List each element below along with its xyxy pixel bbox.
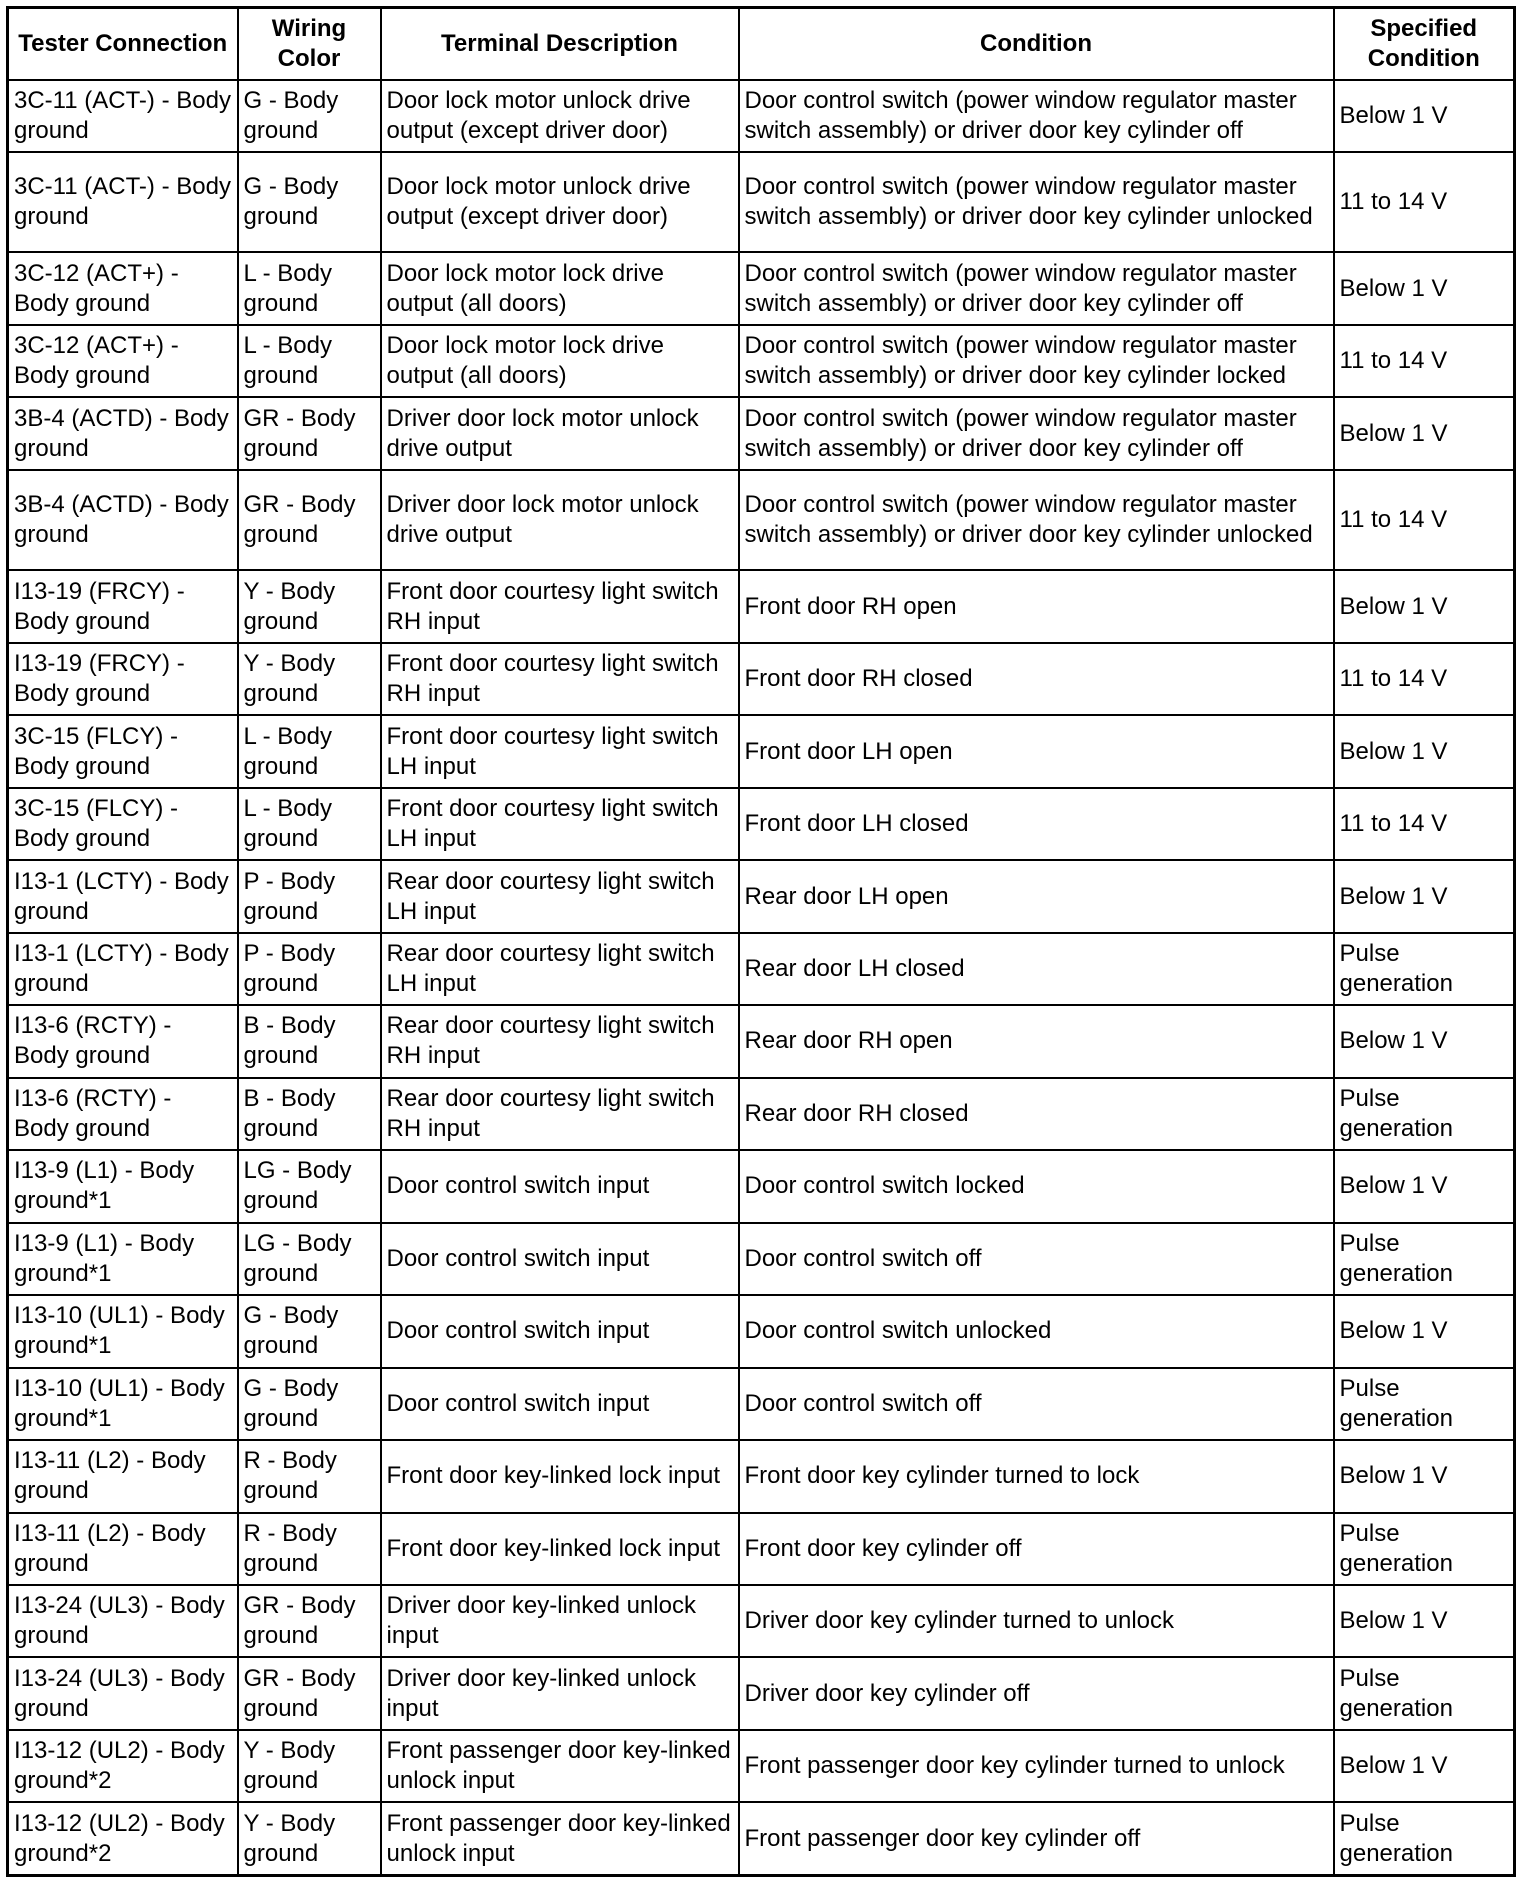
terminal-description-cell: Driver door lock motor unlock drive output [381, 397, 739, 469]
terminal-description-cell: Front door courtesy light switch RH input [381, 643, 739, 715]
header-terminal-description: Terminal Description [381, 8, 739, 80]
table-row [8, 570, 1515, 642]
condition-cell: Door control switch (power window regulator master switch assembly) or driver door key cylinder unlocked [739, 152, 1334, 253]
terminal-description-cell: Door control switch input [381, 1150, 739, 1222]
specified-condition-cell: Below 1 V [1334, 570, 1515, 642]
table-row [8, 1005, 1515, 1077]
condition-cell: Rear door RH closed [739, 1078, 1334, 1150]
table-row [8, 152, 1515, 253]
specified-condition-cell: Below 1 V [1334, 1730, 1515, 1802]
terminal-description-cell: Driver door key-linked unlock input [381, 1657, 739, 1729]
terminal-description-cell: Door control switch input [381, 1223, 739, 1295]
wiring-color-cell: LG - Body ground [238, 1223, 381, 1295]
terminal-description-cell: Front door key-linked lock input [381, 1513, 739, 1585]
table-row [8, 1730, 1515, 1802]
table-row [8, 1368, 1515, 1440]
terminal-description-cell: Door control switch input [381, 1368, 739, 1440]
terminal-description-cell: Door lock motor lock drive output (all doors) [381, 252, 739, 324]
table-row [8, 1513, 1515, 1585]
wiring-color-cell: GR - Body ground [238, 470, 381, 571]
specified-condition-cell: Below 1 V [1334, 1295, 1515, 1367]
specified-condition-cell: Below 1 V [1334, 397, 1515, 469]
terminal-description-cell: Rear door courtesy light switch RH input [381, 1078, 739, 1150]
header-tester-connection: Tester Connection [8, 8, 238, 80]
condition-cell: Front door LH closed [739, 788, 1334, 860]
specified-condition-cell: Pulse generation [1334, 1078, 1515, 1150]
table-row [8, 1150, 1515, 1222]
condition-cell: Driver door key cylinder off [739, 1657, 1334, 1729]
condition-cell: Door control switch (power window regulator master switch assembly) or driver door key cylinder locked [739, 325, 1334, 397]
wiring-color-cell: L - Body ground [238, 788, 381, 860]
tester-connection-cell: I13-1 (LCTY) - Body ground [8, 933, 238, 1005]
condition-cell: Rear door LH open [739, 860, 1334, 932]
wiring-color-cell: L - Body ground [238, 252, 381, 324]
table-row [8, 1585, 1515, 1657]
specified-condition-cell: Pulse generation [1334, 1657, 1515, 1729]
table-row [8, 1295, 1515, 1367]
table-row [8, 1078, 1515, 1150]
specified-condition-cell: Below 1 V [1334, 252, 1515, 324]
condition-cell: Front door LH open [739, 715, 1334, 787]
wiring-color-cell: B - Body ground [238, 1005, 381, 1077]
terminal-description-cell: Front door courtesy light switch LH input [381, 788, 739, 860]
condition-cell: Rear door LH closed [739, 933, 1334, 1005]
tester-connection-cell: I13-1 (LCTY) - Body ground [8, 860, 238, 932]
tester-connection-cell: I13-9 (L1) - Body ground*1 [8, 1223, 238, 1295]
wiring-color-cell: GR - Body ground [238, 1585, 381, 1657]
tester-connection-cell: I13-9 (L1) - Body ground*1 [8, 1150, 238, 1222]
specified-condition-cell: Pulse generation [1334, 1368, 1515, 1440]
specified-condition-cell: 11 to 14 V [1334, 152, 1515, 253]
specified-condition-cell: Below 1 V [1334, 860, 1515, 932]
table-row [8, 325, 1515, 397]
terminal-inspection-table [6, 6, 1516, 1877]
tester-connection-cell: I13-12 (UL2) - Body ground*2 [8, 1802, 238, 1875]
condition-cell: Front door key cylinder turned to lock [739, 1440, 1334, 1512]
condition-cell: Driver door key cylinder turned to unlock [739, 1585, 1334, 1657]
specified-condition-cell: 11 to 14 V [1334, 325, 1515, 397]
terminal-description-cell: Door lock motor unlock drive output (except driver door) [381, 80, 739, 152]
header-specified-condition: Specified Condition [1334, 8, 1515, 80]
tester-connection-cell: I13-19 (FRCY) - Body ground [8, 570, 238, 642]
tester-connection-cell: I13-11 (L2) - Body ground [8, 1440, 238, 1512]
wiring-color-cell: Y - Body ground [238, 1730, 381, 1802]
wiring-color-cell: G - Body ground [238, 1295, 381, 1367]
wiring-color-cell: G - Body ground [238, 80, 381, 152]
wiring-color-cell: LG - Body ground [238, 1150, 381, 1222]
table-row [8, 80, 1515, 152]
table-row [8, 1657, 1515, 1729]
condition-cell: Front passenger door key cylinder off [739, 1802, 1334, 1875]
table-row [8, 397, 1515, 469]
tester-connection-cell: 3C-11 (ACT-) - Body ground [8, 152, 238, 253]
wiring-color-cell: Y - Body ground [238, 570, 381, 642]
wiring-color-cell: R - Body ground [238, 1513, 381, 1585]
table-row [8, 933, 1515, 1005]
specified-condition-cell: Below 1 V [1334, 1150, 1515, 1222]
wiring-color-cell: L - Body ground [238, 325, 381, 397]
wiring-color-cell: GR - Body ground [238, 1657, 381, 1729]
table-row [8, 788, 1515, 860]
tester-connection-cell: 3C-12 (ACT+) - Body ground [8, 325, 238, 397]
condition-cell: Rear door RH open [739, 1005, 1334, 1077]
condition-cell: Front door RH open [739, 570, 1334, 642]
specified-condition-cell: Below 1 V [1334, 80, 1515, 152]
terminal-description-cell: Rear door courtesy light switch LH input [381, 933, 739, 1005]
specified-condition-cell: 11 to 14 V [1334, 788, 1515, 860]
table-row [8, 470, 1515, 571]
tester-connection-cell: I13-10 (UL1) - Body ground*1 [8, 1295, 238, 1367]
table-row [8, 643, 1515, 715]
terminal-description-cell: Rear door courtesy light switch LH input [381, 860, 739, 932]
tester-connection-cell: I13-24 (UL3) - Body ground [8, 1585, 238, 1657]
tester-connection-cell: 3C-12 (ACT+) - Body ground [8, 252, 238, 324]
table-row [8, 860, 1515, 932]
specified-condition-cell: Pulse generation [1334, 1802, 1515, 1875]
tester-connection-cell: I13-11 (L2) - Body ground [8, 1513, 238, 1585]
table-row [8, 252, 1515, 324]
condition-cell: Door control switch locked [739, 1150, 1334, 1222]
tester-connection-cell: I13-19 (FRCY) - Body ground [8, 643, 238, 715]
wiring-color-cell: P - Body ground [238, 860, 381, 932]
specified-condition-cell: Pulse generation [1334, 1513, 1515, 1585]
condition-cell: Front door key cylinder off [739, 1513, 1334, 1585]
specified-condition-cell: Below 1 V [1334, 1005, 1515, 1077]
condition-cell: Door control switch off [739, 1223, 1334, 1295]
terminal-description-cell: Front passenger door key-linked unlock input [381, 1802, 739, 1875]
wiring-color-cell: P - Body ground [238, 933, 381, 1005]
condition-cell: Door control switch (power window regulator master switch assembly) or driver door key cylinder off [739, 80, 1334, 152]
wiring-color-cell: Y - Body ground [238, 1802, 381, 1875]
tester-connection-cell: I13-6 (RCTY) - Body ground [8, 1005, 238, 1077]
header-row [8, 8, 1515, 80]
terminal-description-cell: Door lock motor lock drive output (all doors) [381, 325, 739, 397]
terminal-description-cell: Front door courtesy light switch LH input [381, 715, 739, 787]
condition-cell: Door control switch (power window regulator master switch assembly) or driver door key cylinder unlocked [739, 470, 1334, 571]
specified-condition-cell: 11 to 14 V [1334, 470, 1515, 571]
tester-connection-cell: I13-10 (UL1) - Body ground*1 [8, 1368, 238, 1440]
terminal-description-cell: Front door courtesy light switch RH input [381, 570, 739, 642]
tester-connection-cell: 3B-4 (ACTD) - Body ground [8, 470, 238, 571]
header-wiring-color: Wiring Color [238, 8, 381, 80]
specified-condition-cell: Below 1 V [1334, 1585, 1515, 1657]
condition-cell: Front door RH closed [739, 643, 1334, 715]
wiring-color-cell: G - Body ground [238, 152, 381, 253]
table-row [8, 1223, 1515, 1295]
wiring-color-cell: B - Body ground [238, 1078, 381, 1150]
tester-connection-cell: I13-24 (UL3) - Body ground [8, 1657, 238, 1729]
condition-cell: Door control switch (power window regulator master switch assembly) or driver door key cylinder off [739, 397, 1334, 469]
condition-cell: Door control switch (power window regulator master switch assembly) or driver door key cylinder off [739, 252, 1334, 324]
wiring-color-cell: Y - Body ground [238, 643, 381, 715]
terminal-description-cell: Front door key-linked lock input [381, 1440, 739, 1512]
terminal-description-cell: Rear door courtesy light switch RH input [381, 1005, 739, 1077]
table-row [8, 715, 1515, 787]
wiring-color-cell: R - Body ground [238, 1440, 381, 1512]
terminal-description-cell: Door lock motor unlock drive output (except driver door) [381, 152, 739, 253]
wiring-color-cell: GR - Body ground [238, 397, 381, 469]
condition-cell: Front passenger door key cylinder turned to unlock [739, 1730, 1334, 1802]
tester-connection-cell: 3C-11 (ACT-) - Body ground [8, 80, 238, 152]
tester-connection-cell: I13-12 (UL2) - Body ground*2 [8, 1730, 238, 1802]
specified-condition-cell: Pulse generation [1334, 933, 1515, 1005]
wiring-color-cell: L - Body ground [238, 715, 381, 787]
specified-condition-cell: Pulse generation [1334, 1223, 1515, 1295]
specified-condition-cell: Below 1 V [1334, 1440, 1515, 1512]
header-condition: Condition [739, 8, 1334, 80]
condition-cell: Door control switch unlocked [739, 1295, 1334, 1367]
table-row [8, 1440, 1515, 1512]
tester-connection-cell: 3C-15 (FLCY) - Body ground [8, 715, 238, 787]
tester-connection-cell: 3B-4 (ACTD) - Body ground [8, 397, 238, 469]
wiring-color-cell: G - Body ground [238, 1368, 381, 1440]
specified-condition-cell: 11 to 14 V [1334, 643, 1515, 715]
terminal-description-cell: Driver door lock motor unlock drive output [381, 470, 739, 571]
table-row [8, 1802, 1515, 1875]
terminal-description-cell: Front passenger door key-linked unlock input [381, 1730, 739, 1802]
specified-condition-cell: Below 1 V [1334, 715, 1515, 787]
terminal-description-cell: Driver door key-linked unlock input [381, 1585, 739, 1657]
condition-cell: Door control switch off [739, 1368, 1334, 1440]
terminal-description-cell: Door control switch input [381, 1295, 739, 1367]
tester-connection-cell: 3C-15 (FLCY) - Body ground [8, 788, 238, 860]
tester-connection-cell: I13-6 (RCTY) - Body ground [8, 1078, 238, 1150]
